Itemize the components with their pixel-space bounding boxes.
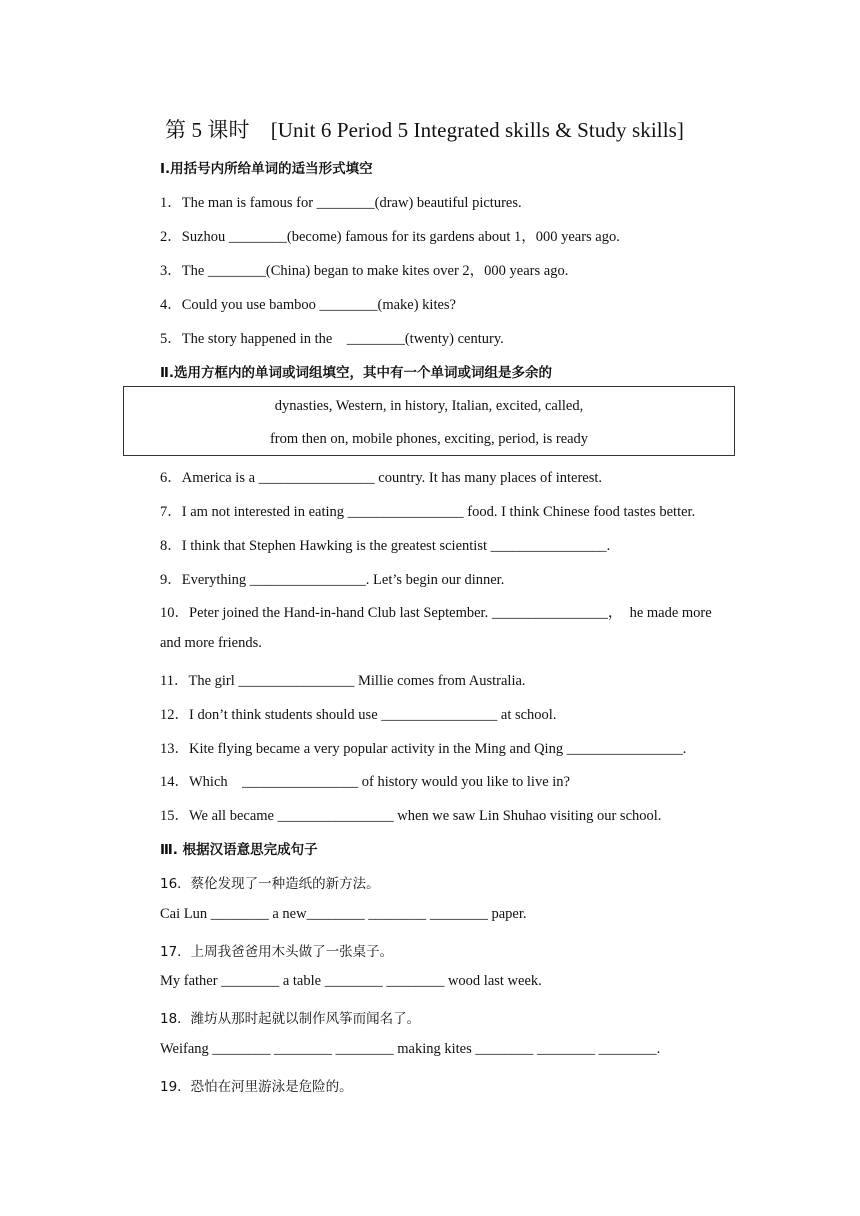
question-6: 6．America is a ________________ country. It has many places of interest. (160, 470, 603, 486)
question-11: 11．The girl ________________ Millie comes from Australia. (160, 673, 526, 689)
question-7: 7．I am not interested in eating ________________ food. I think Chinese food tastes better. (160, 504, 696, 520)
word-box-line-1: dynasties, Western, in history, Italian, excited, called, (274, 398, 584, 414)
question-3: 3．The ________(China) began to make kites over 2，000 years ago. (160, 263, 569, 279)
question-4: 4．Could you use bamboo ________(make) kites? (160, 297, 456, 313)
question-17-english: My father ________ a table ________ ________ wood last week. (160, 973, 542, 989)
word-box (123, 386, 735, 456)
question-12: 12．I don’t think students should use ________________ at school. (160, 707, 557, 723)
question-5: 5．The story happened in the ________(twenty) century. (160, 331, 504, 347)
question-18-chinese: 18．潍坊从那时起就以制作风筝而闻名了。 (160, 1011, 421, 1027)
question-10-line-1: 10．Peter joined the Hand-in-hand Club last September. ________________， he made more (160, 605, 712, 621)
question-2: 2．Suzhou ________(become) famous for its gardens about 1，000 years ago. (160, 229, 620, 245)
question-18-english: Weifang ________ ________ ________ making kites ________ ________ ________. (160, 1041, 661, 1057)
section-3-heading: Ⅲ. 根据汉语意思完成句子 (160, 842, 318, 858)
question-14: 14．Which ________________ of history would you like to live in? (160, 774, 570, 790)
question-8: 8．I think that Stephen Hawking is the greatest scientist ________________. (160, 538, 611, 554)
question-16-chinese: 16．蔡伦发现了一种造纸的新方法。 (160, 876, 380, 892)
word-box-line-2: from then on, mobile phones, exciting, period, is ready (269, 431, 589, 447)
question-15: 15．We all became ________________ when we saw Lin Shuhao visiting our school. (160, 808, 662, 824)
question-19-chinese: 19．恐怕在河里游泳是危险的。 (160, 1079, 353, 1095)
question-17-chinese: 17．上周我爸爸用木头做了一张桌子。 (160, 944, 394, 960)
question-1: 1．The man is famous for ________(draw) beautiful pictures. (160, 195, 522, 211)
page-title: 第 5 课时 [Unit 6 Period 5 Integrated skills & Study skills] (165, 118, 685, 142)
question-13: 13．Kite flying became a very popular activity in the Ming and Qing ________________. (160, 741, 687, 757)
question-10-line-2: and more friends. (160, 635, 262, 651)
section-1-heading: Ⅰ.用括号内所给单词的适当形式填空 (160, 161, 373, 177)
question-16-english: Cai Lun ________ a new________ ________ ________ paper. (160, 906, 527, 922)
question-9: 9．Everything ________________. Let’s begin our dinner. (160, 572, 505, 588)
section-2-heading: Ⅱ.选用方框内的单词或词组填空，其中有一个单词或词组是多余的 (160, 365, 553, 381)
